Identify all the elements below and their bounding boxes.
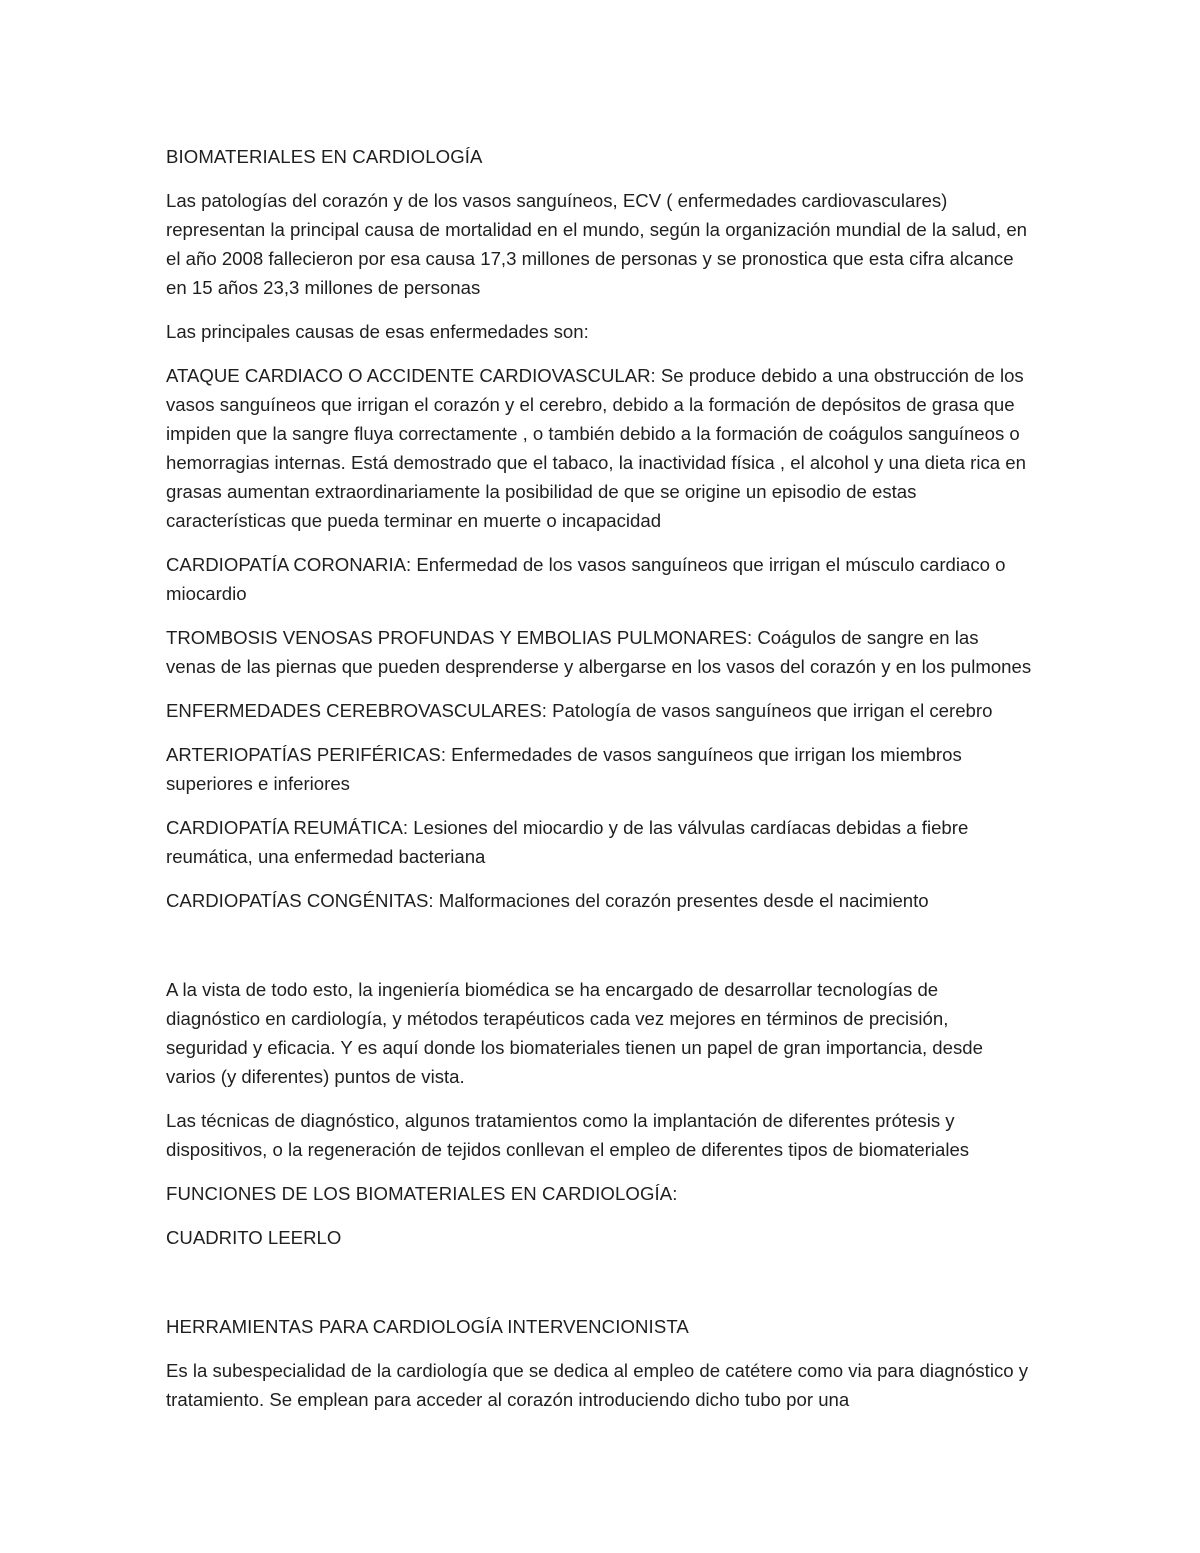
cause-item: [166, 740, 1032, 798]
cause-item: [166, 550, 1032, 608]
cause-term: ARTERIOPATÍAS PERIFÉRICAS:: [166, 744, 446, 765]
cause-item: [166, 696, 1032, 725]
cause-definition: Coágulos de sangre en las venas de las piernas que pueden desprenderse y albergarse en los vasos del corazón y en los pulmones: [166, 627, 1032, 677]
tools-paragraph: Es la subespecialidad de la cardiología que se dedica al empleo de catétere como via para diagnóstico y tratamiento. Se emplean para acceder al corazón introduciendo dicho tubo por una: [166, 1360, 1029, 1410]
cause-term: CARDIOPATÍA REUMÁTICA:: [166, 817, 409, 838]
cause-item: [166, 623, 1032, 681]
cause-term: CARDIOPATÍA CORONARIA:: [166, 554, 412, 575]
cause-term: ENFERMEDADES CEREBROVASCULARES:: [166, 700, 547, 721]
tools-heading: HERRAMIENTAS PARA CARDIOLOGÍA INTERVENCIONISTA: [166, 1316, 689, 1337]
document-title: BIOMATERIALES EN CARDIOLOGÍA: [166, 146, 483, 167]
cause-definition: Lesiones del miocardio y de las válvulas cardíacas debidas a fiebre reumática, una enfermedad bacteriana: [166, 817, 969, 867]
cause-definition: Enfermedades de vasos sanguíneos que irrigan los miembros superiores e inferiores: [166, 744, 962, 794]
cause-item: [166, 886, 1032, 915]
document-body: [166, 142, 1032, 1414]
note-text: CUADRITO LEERLO: [166, 1227, 342, 1248]
cause-term: CARDIOPATÍAS CONGÉNITAS:: [166, 890, 434, 911]
techniques-paragraph: Las técnicas de diagnóstico, algunos tratamientos como la implantación de diferentes prótesis y dispositivos, o la regeneración de tejidos conllevan el empleo de diferentes tipos de biomateriales: [166, 1110, 970, 1160]
cause-definition: Se produce debido a una obstrucción de los vasos sanguíneos que irrigan el corazón y el cerebro, debido a la formación de depósitos de grasa que impiden que la sangre fluya correctamente , o también debido a la formación de coágulos sanguíneos o hemorragias internas. Está demostrado que el tabaco, la inactividad física , el alcohol y una dieta rica en grasas aumentan extraordinariamente la posibilidad de que se origine un episodio de estas características que pueda terminar en muerte o incapacidad: [166, 365, 1026, 531]
engineering-paragraph: A la vista de todo esto, la ingeniería biomédica se ha encargado de desarrollar tecnologías de diagnóstico en cardiología, y métodos terapéuticos cada vez mejores en términos de precisión, seguridad y eficacia. Y es aquí donde los biomateriales tienen un papel de gran importancia, desde varios (y diferentes) puntos de vista.: [166, 979, 983, 1087]
cause-term: TROMBOSIS VENOSAS PROFUNDAS Y EMBOLIAS PULMONARES:: [166, 627, 753, 648]
cause-definition: Malformaciones del corazón presentes desde el nacimiento: [433, 890, 929, 911]
cause-item: [166, 361, 1032, 535]
functions-heading: FUNCIONES DE LOS BIOMATERIALES EN CARDIOLOGÍA:: [166, 1183, 678, 1204]
cause-item: [166, 813, 1032, 871]
cause-definition: Enfermedad de los vasos sanguíneos que irrigan el músculo cardiaco o miocardio: [166, 554, 1006, 604]
cause-definition: Patología de vasos sanguíneos que irrigan el cerebro: [546, 700, 993, 721]
intro-paragraph: Las patologías del corazón y de los vasos sanguíneos, ECV ( enfermedades cardiovasculares) representan la principal causa de mortalidad en el mundo, según la organización mundial de la salud, en el año 2008 fallecieron por esa causa 17,3 millones de personas y se pronostica que esta cifra alcance en 15 años 23,3 millones de personas: [166, 190, 1028, 298]
cause-term: ATAQUE CARDIACO O ACCIDENTE CARDIOVASCULAR:: [166, 365, 656, 386]
causes-intro: Las principales causas de esas enfermedades son:: [166, 321, 589, 342]
